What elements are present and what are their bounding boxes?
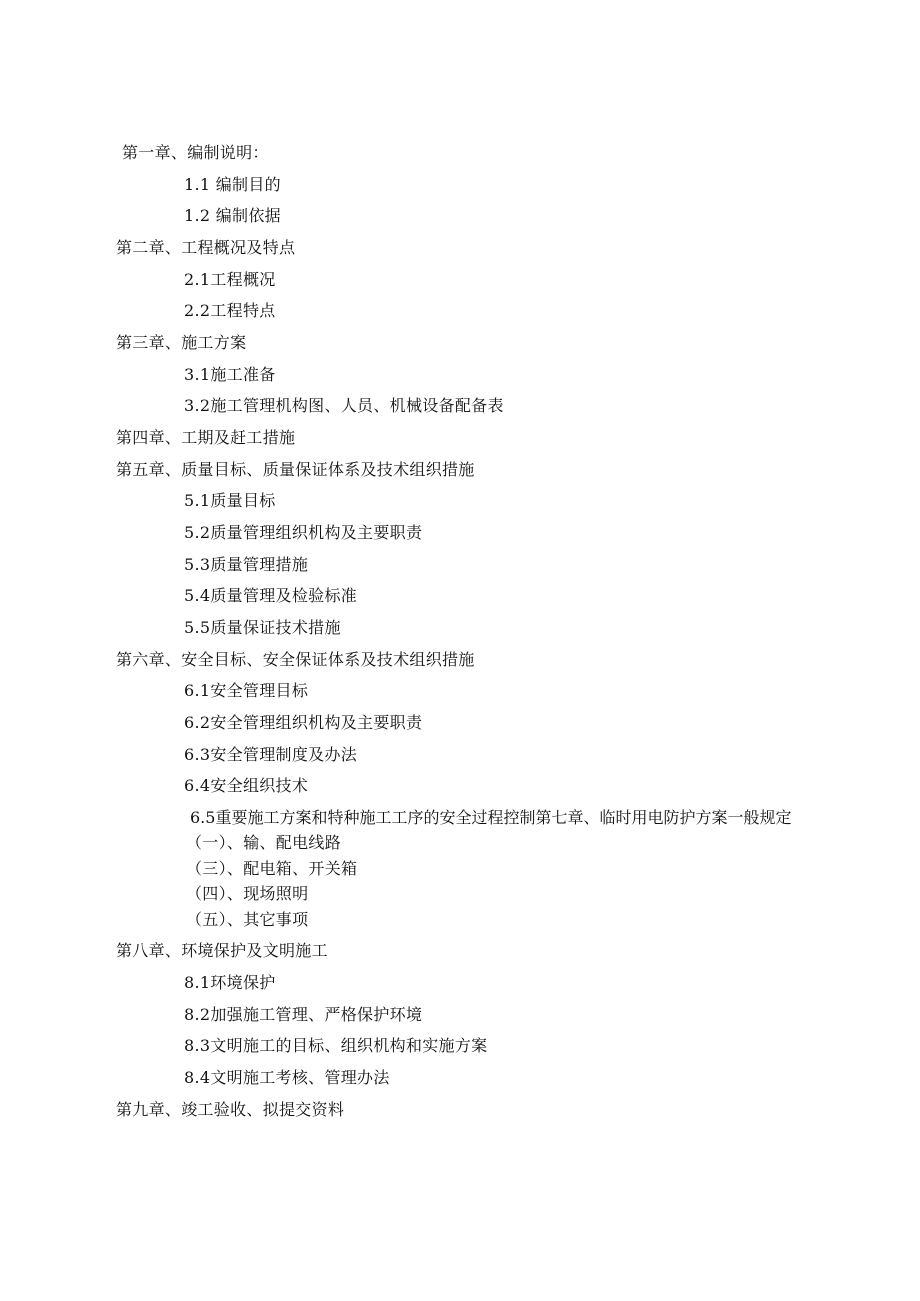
- toc-section-8-1: 8.1环境保护: [184, 973, 276, 992]
- toc-section-5-4: 5.4质量管理及检验标准: [184, 586, 358, 605]
- toc-section-6-2: 6.2安全管理组织机构及主要职责: [184, 713, 423, 732]
- toc-section-1-2: 1.2 编制依据: [184, 206, 281, 225]
- toc-chapter-3: 第三章、施工方案: [116, 333, 247, 352]
- toc-section-6-1: 6.1安全管理目标: [184, 681, 309, 700]
- toc-chapter-1: 第一章、编制说明：: [122, 143, 269, 162]
- toc-section-3-2: 3.2施工管理机构图、人员、机械设备配备表: [184, 396, 504, 415]
- toc-chapter-2: 第二章、工程概况及特点: [116, 238, 296, 257]
- toc-section-5-5: 5.5质量保证技术措施: [184, 618, 341, 637]
- toc-chapter-5: 第五章、质量目标、质量保证体系及技术组织措施: [116, 460, 475, 479]
- toc-section-5-2: 5.2质量管理组织机构及主要职责: [184, 523, 423, 542]
- toc-chapter-9: 第九章、竣工验收、拟提交资料: [116, 1100, 345, 1119]
- toc-section-6-4: 6.4安全组织技术: [184, 776, 309, 795]
- toc-section-6-5-and-chapter-7: 6.5重要施工方案和特种施工工序的安全过程控制第七章、临时用电防护方案一般规定: [190, 808, 792, 827]
- toc-section-5-1: 5.1质量目标: [184, 491, 276, 510]
- toc-chapter-6: 第六章、安全目标、安全保证体系及技术组织措施: [116, 650, 475, 669]
- toc-section-3-1: 3.1施工准备: [184, 365, 276, 384]
- toc-section-8-2: 8.2加强施工管理、严格保护环境: [184, 1005, 423, 1024]
- toc-section-8-4: 8.4文明施工考核、管理办法: [184, 1068, 390, 1087]
- toc-chapter-7-item-5: （五）、其它事项: [186, 910, 309, 929]
- toc-section-2-2: 2.2工程特点: [184, 301, 276, 320]
- toc-section-1-1: 1.1 编制目的: [184, 175, 281, 194]
- toc-chapter-4: 第四章、工期及赶工措施: [116, 428, 296, 447]
- toc-section-2-1: 2.1工程概况: [184, 270, 276, 289]
- toc-chapter-7-item-4: （四）、现场照明: [186, 884, 309, 903]
- toc-chapter-7-item-3: （三）、配电箱、开关箱: [186, 859, 358, 878]
- toc-chapter-7-item-1: （一）、输、配电线路: [186, 833, 342, 852]
- toc-chapter-8: 第八章、环境保护及文明施工: [116, 941, 328, 960]
- toc-section-5-3: 5.3质量管理措施: [184, 555, 309, 574]
- toc-section-6-3: 6.3安全管理制度及办法: [184, 745, 358, 764]
- toc-section-8-3: 8.3文明施工的目标、组织机构和实施方案: [184, 1036, 488, 1055]
